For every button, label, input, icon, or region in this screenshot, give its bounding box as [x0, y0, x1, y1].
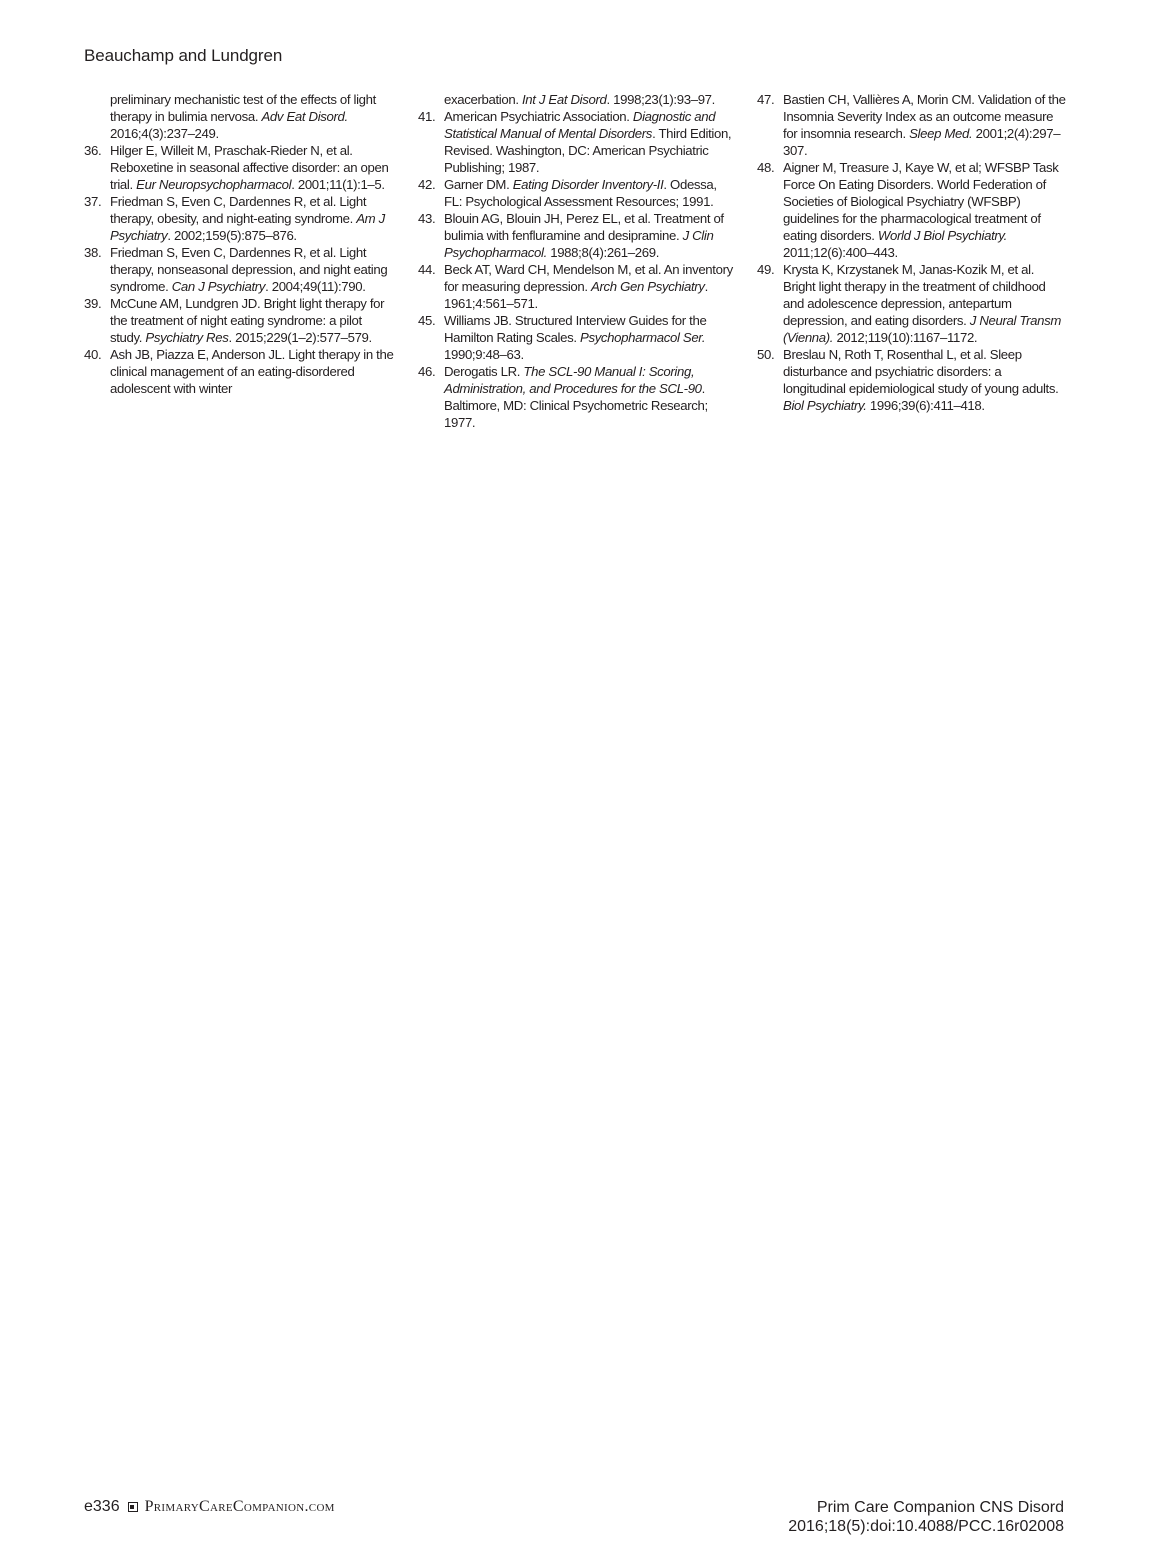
- reference-entry: [418, 210, 736, 261]
- reference-text: 2012;119(10):1167–1172.: [833, 330, 978, 345]
- reference-number: 47.: [757, 92, 775, 107]
- reference-text: Williams JB. Structured Interview Guides for the Hamilton Rating Scales.: [444, 313, 707, 345]
- reference-entry: [418, 176, 736, 210]
- reference-text: Garner DM.: [444, 177, 513, 192]
- reference-text: McCune AM, Lundgren JD. Bright light therapy for the treatment of night eating syndrome: a pilot study.: [110, 296, 385, 345]
- reference-text: . 2004;49(11):790.: [265, 279, 366, 294]
- reference-column-1: [84, 91, 394, 397]
- reference-text: Hilger E, Willeit M, Praschak-Rieder N, et al. Reboxetine in seasonal affective disorder: an open trial.: [110, 143, 389, 192]
- reference-text: Aigner M, Treasure J, Kaye W, et al; WFSBP Task Force On Eating Disorders. World Federation of Societies of Biological Psychiatry (WFSBP) guidelines for the pharmacological treatment of eating disorders.: [783, 160, 1059, 243]
- reference-journal-title: The SCL-90 Manual I: Scoring, Administration, and Procedures for the SCL-90: [444, 364, 702, 396]
- reference-text: 1988;8(4):261–269.: [546, 245, 660, 260]
- running-head: Beauchamp and Lundgren: [84, 46, 283, 65]
- reference-text: Blouin AG, Blouin JH, Perez EL, et al. Treatment of bulimia with fenfluramine and desipramine.: [444, 211, 724, 243]
- reference-entry: [84, 91, 394, 142]
- reference-number: 37.: [84, 194, 102, 209]
- reference-text: . Odessa, FL: Psychological Assessment Resources; 1991.: [444, 177, 717, 209]
- reference-entry: [418, 261, 736, 312]
- reference-text: 1996;39(6):411–418.: [866, 398, 985, 413]
- page-number: e336: [84, 1498, 120, 1515]
- reference-number: 48.: [757, 160, 775, 175]
- reference-entry: [418, 108, 736, 176]
- reference-text: preliminary mechanistic test of the effects of light therapy in bulimia nervosa.: [110, 92, 376, 124]
- reference-text: . 1961;4:561–571.: [444, 279, 708, 311]
- reference-number: 42.: [418, 177, 436, 192]
- reference-text: . 2002;159(5):875–876.: [167, 228, 297, 243]
- reference-text: Breslau N, Roth T, Rosenthal L, et al. Sleep disturbance and psychiatric disorders: a longitudinal epidemiological study of young adults.: [783, 347, 1059, 396]
- reference-text: Krysta K, Krzystanek M, Janas-Kozik M, et al. Bright light therapy in the treatment of childhood and adolescence depression, antepartum depression, and eating disorders.: [783, 262, 1046, 328]
- reference-text: Friedman S, Even C, Dardennes R, et al. Light therapy, obesity, and night-eating syndrome.: [110, 194, 367, 226]
- footer-right: [788, 1498, 1064, 1536]
- reference-journal-title: Adv Eat Disord.: [261, 109, 348, 124]
- reference-journal-title: Psychiatry Res: [145, 330, 229, 345]
- reference-column-2: [418, 91, 736, 431]
- journal-name: Prim Care Companion CNS Disord: [816, 1499, 1064, 1516]
- reference-entry: [418, 91, 736, 108]
- reference-entry: [84, 295, 394, 346]
- reference-journal-title: Biol Psychiatry.: [783, 398, 867, 413]
- reference-text: 2001;2(4):297–307.: [783, 126, 1061, 158]
- reference-journal-title: Can J Psychiatry: [171, 279, 266, 294]
- reference-journal-title: Diagnostic and Statistical Manual of Mental Disorders: [444, 109, 716, 141]
- reference-text: . Baltimore, MD: Clinical Psychometric Research; 1977.: [444, 381, 708, 430]
- reference-text: Beck AT, Ward CH, Mendelson M, et al. An inventory for measuring depression.: [444, 262, 733, 294]
- reference-journal-title: Psychopharmacol Ser.: [580, 330, 706, 345]
- reference-number: 50.: [757, 347, 775, 362]
- reference-text: . 2015;229(1–2):577–579.: [228, 330, 372, 345]
- reference-number: 49.: [757, 262, 775, 277]
- reference-number: 40.: [84, 347, 102, 362]
- reference-journal-title: World J Biol Psychiatry.: [877, 228, 1007, 243]
- reference-journal-title: Int J Eat Disord: [521, 92, 607, 107]
- journal-website: PrimaryCareCompanion.com: [144, 1498, 335, 1515]
- reference-text: . 1998;23(1):93–97.: [606, 92, 715, 107]
- reference-text: Bastien CH, Vallières A, Morin CM. Validation of the Insomnia Severity Index as an outcome measure for insomnia research.: [783, 92, 1066, 141]
- reference-entry: [757, 159, 1067, 261]
- reference-entry: [84, 193, 394, 244]
- reference-column-3: [757, 91, 1067, 414]
- footer-left: [84, 1498, 335, 1516]
- reference-text: 2016;4(3):237–249.: [110, 126, 219, 141]
- reference-text: . Third Edition, Revised. Washington, DC: American Psychiatric Publishing; 1987.: [444, 126, 732, 175]
- reference-entry: [84, 244, 394, 295]
- reference-journal-title: Arch Gen Psychiatry: [591, 279, 705, 294]
- reference-entry: [84, 142, 394, 193]
- reference-text: Derogatis LR.: [444, 364, 524, 379]
- reference-text: Ash JB, Piazza E, Anderson JL. Light therapy in the clinical management of an eating-disordered adolescent with winter: [110, 347, 394, 396]
- reference-entry: [757, 261, 1067, 346]
- square-bullet-icon: [128, 1502, 138, 1512]
- reference-text: American Psychiatric Association.: [444, 109, 633, 124]
- reference-number: 46.: [418, 364, 436, 379]
- reference-journal-title: J Neural Transm (Vienna).: [783, 313, 1062, 345]
- reference-text: 2011;12(6):400–443.: [783, 245, 898, 260]
- reference-number: 38.: [84, 245, 102, 260]
- reference-entry: [757, 346, 1067, 414]
- reference-entry: [757, 91, 1067, 159]
- reference-journal-title: Eating Disorder Inventory-II: [512, 177, 664, 192]
- reference-entry: [84, 346, 394, 397]
- reference-text: 1990;9:48–63.: [444, 347, 524, 362]
- reference-number: 44.: [418, 262, 436, 277]
- reference-journal-title: Sleep Med.: [909, 126, 973, 141]
- reference-number: 43.: [418, 211, 436, 226]
- article-citation: 2016;18(5):doi:10.4088/PCC.16r02008: [788, 1518, 1064, 1535]
- reference-text: Friedman S, Even C, Dardennes R, et al. Light therapy, nonseasonal depression, and night eating syndrome.: [110, 245, 388, 294]
- reference-number: 39.: [84, 296, 102, 311]
- reference-journal-title: Am J Psychiatry: [110, 211, 385, 243]
- reference-journal-title: Eur Neuropsychopharmacol: [136, 177, 292, 192]
- reference-text: . 2001;11(1):1–5.: [291, 177, 385, 192]
- reference-number: 36.: [84, 143, 102, 158]
- reference-text: exacerbation.: [444, 92, 522, 107]
- reference-number: 45.: [418, 313, 436, 328]
- reference-number: 41.: [418, 109, 436, 124]
- reference-entry: [418, 363, 736, 431]
- reference-journal-title: J Clin Psychopharmacol.: [444, 228, 714, 260]
- reference-entry: [418, 312, 736, 363]
